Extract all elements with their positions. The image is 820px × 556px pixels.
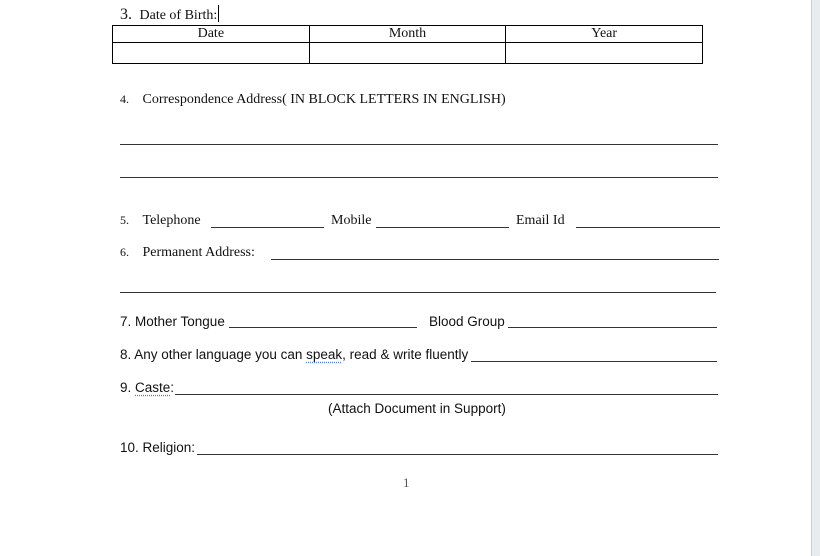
permanent-question: [120, 245, 255, 261]
caste-line[interactable]: [175, 394, 718, 395]
contact-number: 5.: [120, 213, 129, 227]
correspondence-note: ( IN BLOCK LETTERS IN ENGLISH): [282, 92, 506, 107]
dob-header-row: [113, 26, 703, 43]
mobile-line[interactable]: [376, 227, 509, 228]
caste-word: Caste: [135, 380, 171, 395]
blood-group-label: Blood Group: [429, 314, 505, 329]
religion-line[interactable]: [197, 454, 718, 455]
dob-question: [120, 5, 219, 24]
correspondence-line-2[interactable]: [120, 177, 718, 178]
dob-input-row: [113, 43, 703, 64]
speak-word: speak: [306, 347, 343, 362]
correspondence-label: Correspondence Address: [142, 92, 283, 107]
dob-month-cell[interactable]: [309, 43, 506, 64]
permanent-number: 6.: [120, 245, 129, 259]
blood-group-line[interactable]: [508, 327, 717, 328]
page-number: 1: [403, 475, 410, 490]
dob-header-month: Month: [309, 26, 506, 43]
permanent-line-1[interactable]: [271, 259, 719, 260]
religion-label: 10. Religion:: [120, 440, 196, 455]
caste-question: [120, 380, 174, 395]
dob-year-cell[interactable]: [506, 43, 703, 64]
dob-label: Date of Birth:: [139, 8, 218, 23]
mobile-label: Mobile: [331, 213, 372, 228]
language-line[interactable]: [471, 361, 717, 362]
telephone-line[interactable]: [211, 227, 324, 228]
caste-note: (Attach Document in Support): [328, 401, 506, 416]
dob-date-cell[interactable]: [113, 43, 310, 64]
permanent-label: Permanent Address:: [142, 245, 255, 260]
caste-prefix: 9.: [120, 380, 136, 395]
dob-header-year: Year: [506, 26, 703, 43]
dob-header-date: Date: [113, 26, 310, 43]
mother-tongue-line[interactable]: [229, 327, 417, 328]
telephone-label: Telephone: [142, 213, 201, 228]
correspondence-question: [120, 92, 506, 108]
dob-number: 3.: [120, 6, 132, 23]
language-suffix: , read & write fluently: [342, 347, 469, 362]
language-question: [120, 347, 468, 362]
text-cursor: [218, 5, 219, 22]
email-label: Email Id: [516, 213, 565, 228]
correspondence-number: 4.: [120, 92, 129, 106]
dob-table: [112, 25, 703, 64]
permanent-line-2[interactable]: [120, 292, 716, 293]
email-line[interactable]: [576, 227, 720, 228]
page-edge: [811, 0, 820, 556]
mother-tongue-label: 7. Mother Tongue: [120, 314, 225, 329]
contact-question: [120, 213, 201, 229]
language-prefix: 8. Any other language you can: [120, 347, 307, 362]
correspondence-line-1[interactable]: [120, 144, 718, 145]
caste-colon: :: [170, 380, 175, 395]
